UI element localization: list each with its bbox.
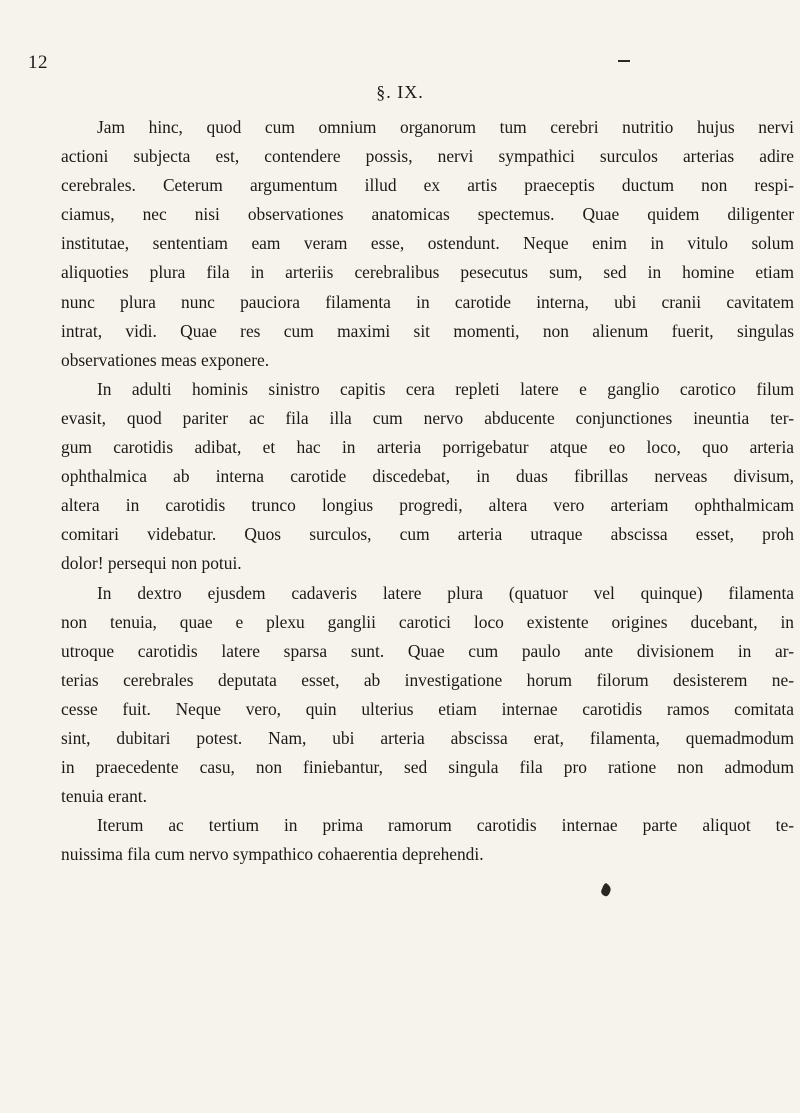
text-line: institutae, sententiam eam veram esse, ostendunt. Neque enim in vitulo solum [61, 233, 794, 254]
text-line: cesse fuit. Neque vero, quin ulterius etiam internae carotidis ramos comitata [61, 698, 794, 719]
text-line: intrat, vidi. Quae res cum maximi sit momenti, non alienum fuerit, singulas [61, 320, 794, 341]
text-line: evasit, quod pariter ac fila illa cum nervo abducente conjunctiones ineuntia ter- [61, 407, 794, 428]
text-line: cerebrales. Ceterum argumentum illud ex artis praeceptis ductum non respi- [61, 175, 794, 196]
body-text [61, 113, 794, 869]
paragraph-4 [61, 811, 794, 869]
text-line: sint, dubitari potest. Nam, ubi arteria abscissa erat, filamenta, quemadmodum [61, 727, 794, 748]
text-line: observationes meas exponere. [61, 349, 270, 370]
text-line: tenuia erant. [61, 786, 147, 807]
page-number: 12 [28, 52, 48, 73]
text-line: terias cerebrales deputata esset, ab investigatione horum filorum desisterem ne- [61, 669, 794, 690]
text-line: utroque carotidis latere sparsa sunt. Quae cum paulo ante divisionem in ar- [61, 640, 794, 661]
text-line: nuissima fila cum nervo sympathico cohaerentia deprehendi. [61, 844, 484, 865]
text-line: ophthalmica ab interna carotide discedebat, in duas fibrillas nerveas divisum, [61, 466, 794, 487]
paragraph-1 [61, 113, 794, 375]
text-line: dolor! persequi non potui. [61, 553, 242, 574]
text-line: actioni subjecta est, contendere possis, nervi sympathici surculos arterias adire [61, 146, 794, 167]
text-line: ciamus, nec nisi observationes anatomicas spectemus. Quae quidem diligenter [61, 204, 794, 225]
text-line: Jam hinc, quod cum omnium organorum tum cerebri nutritio hujus nervi [97, 117, 794, 137]
text-line: In dextro ejusdem cadaveris latere plura (quatuor vel quinque) filamenta [97, 582, 794, 603]
text-line: gum carotidis adibat, et hac in arteria porrigebatur atque eo loco, quo arteria [61, 437, 794, 458]
text-line: Iterum ac tertium in prima ramorum carotidis internae parte aliquot te- [97, 815, 794, 836]
printer-dash-mark [618, 60, 630, 62]
paragraph-2 [61, 375, 794, 579]
text-line: aliquoties plura fila in arteriis cerebralibus pesecutus sum, sed in homine etiam [61, 262, 794, 283]
ink-blot-mark [600, 883, 612, 897]
text-line: in praecedente casu, non finiebantur, sed singula fila pro ratione non admodum [61, 757, 794, 778]
text-line: comitari videbatur. Quos surculos, cum arteria utraque abscissa esset, proh [61, 524, 794, 545]
section-title: §. IX. [376, 82, 424, 102]
text-line: In adulti hominis sinistro capitis cera repleti latere e ganglio carotico filum [97, 378, 794, 399]
text-line: non tenuia, quae e plexu ganglii carotici loco existente origines ducebant, in [61, 611, 794, 632]
text-line: altera in carotidis trunco longius progredi, altera vero arteriam ophthalmicam [61, 495, 794, 516]
paragraph-3 [61, 579, 794, 812]
text-line: nunc plura nunc pauciora filamenta in carotide interna, ubi cranii cavitatem [61, 291, 794, 312]
